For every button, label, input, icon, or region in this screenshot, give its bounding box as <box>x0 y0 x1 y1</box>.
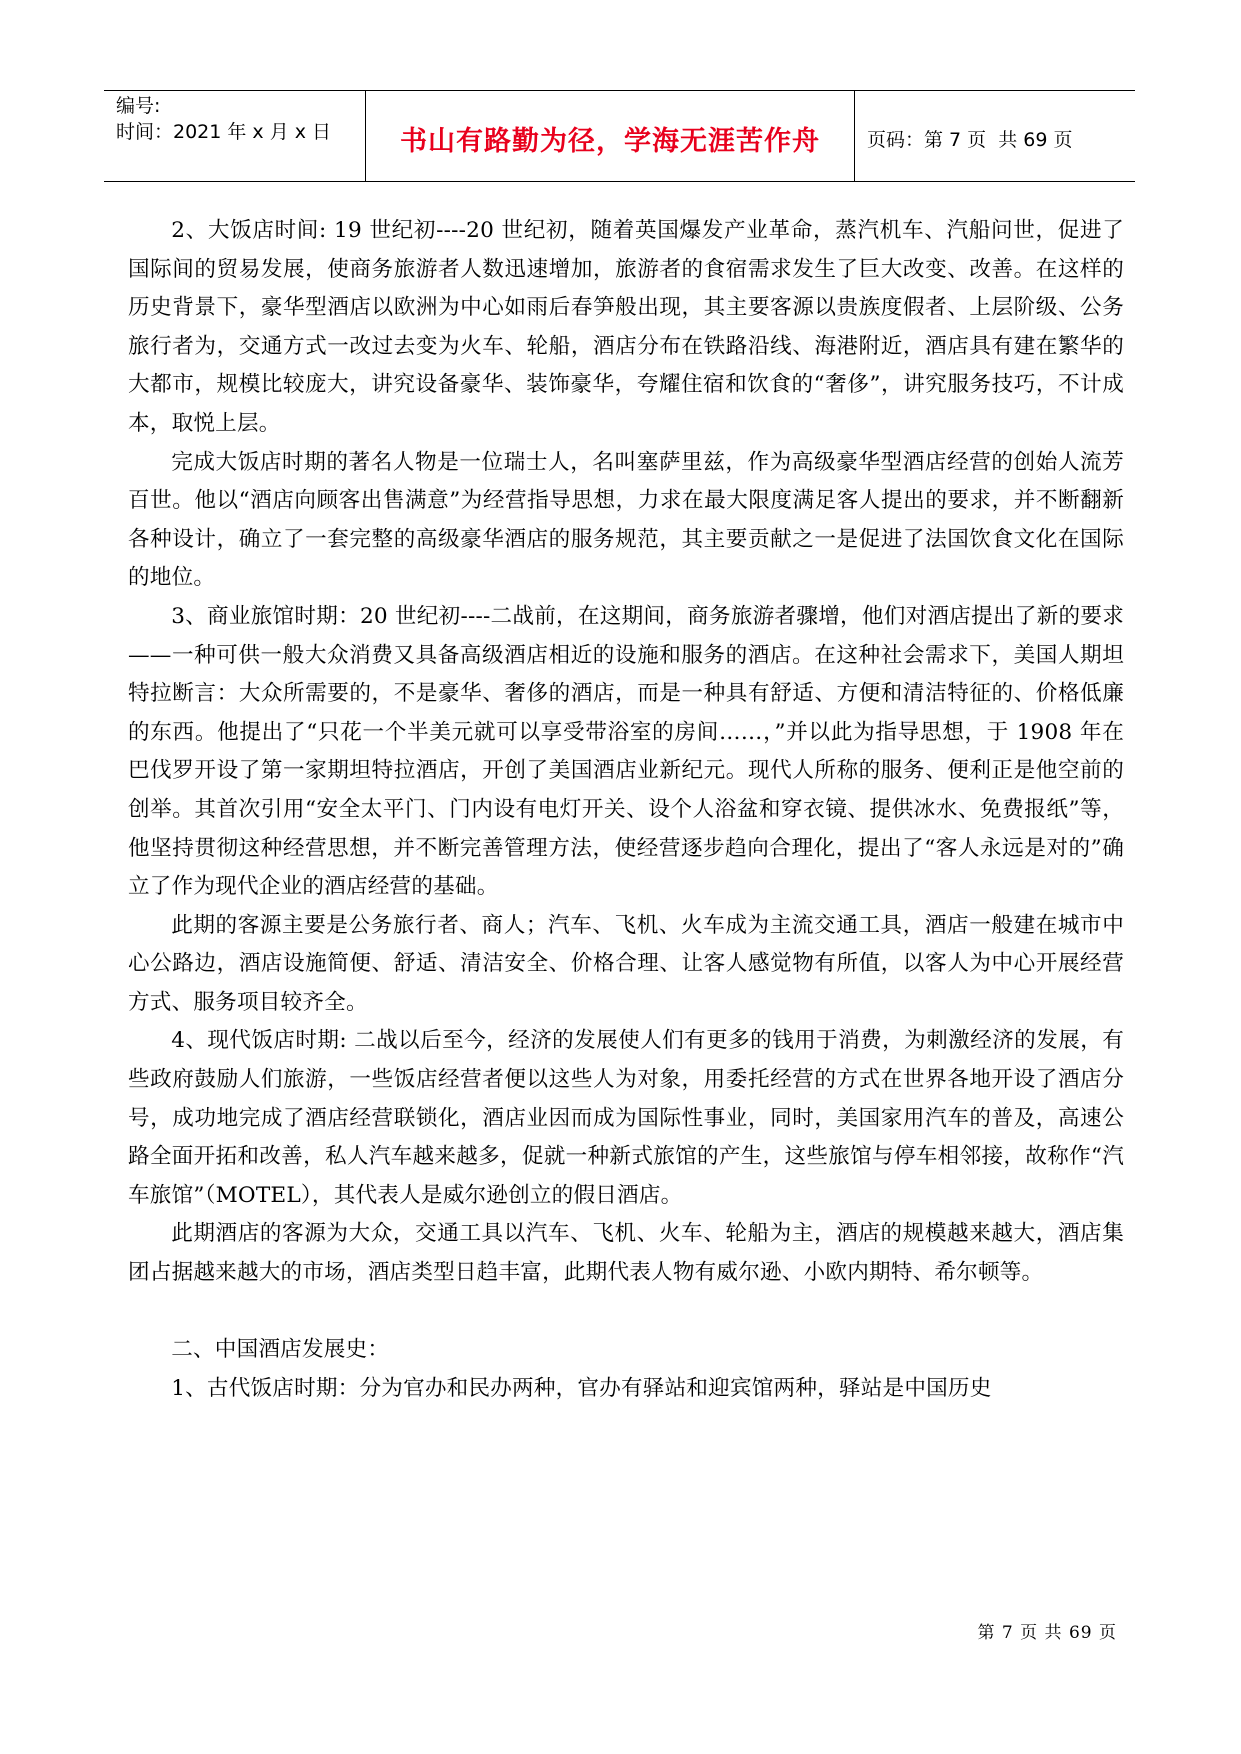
paragraph: 2、大饭店时间: 19 世纪初----20 世纪初，随着英国爆发产业革命，蒸汽机车、汽船问世，促进了国际间的贸易发展，使商务旅游者人数迅速增加，旅游者的食宿需求发生了巨大改变、改善。在这样的历史背景下，豪华型酒店以欧洲为中心如雨后春笋般出现，其主要客源以贵族度假者、上层阶级、公务旅行者为，交通方式一改过去变为火车、轮船，酒店分布在铁路沿线、海港附近，酒店具有建在繁华的大都市，规模比较庞大，讲究设备豪华、装饰豪华，夸耀住宿和饮食的“奢侈”，讲究服务技巧，不计成本，取悦上层。 <box>128 218 1124 436</box>
blank-line <box>128 1293 1124 1332</box>
page-header <box>104 90 1135 182</box>
page-footer: 第 7 页 共 69 页 <box>977 1623 1117 1643</box>
paragraph: 4、现代饭店时期: 二战以后至今，经济的发展使人们有更多的钱用于消费，为刺激经济的发展，有些政府鼓励人们旅游，一些饭店经营者便以这些人为对象，用委托经营的方式在世界各地开设了酒店分号，成功地完成了酒店经营联锁化，酒店业因而成为国际性事业，同时，美国家用汽车的普及，高速公路全面开拓和改善，私人汽车越来越多，促就一种新式旅馆的产生，这些旅馆与停车相邻接，故称作“汽车旅馆”（MOTEL），其代表人是威尔逊创立的假日酒店。 <box>128 1028 1124 1208</box>
paragraph: 此期酒店的客源为大众，交通工具以汽车、飞机、火车、轮船为主，酒店的规模越来越大，酒店集团占据越来越大的市场，酒店类型日趋丰富，此期代表人物有威尔逊、小欧内期特、希尔顿等。 <box>128 1221 1124 1286</box>
header-page-info: 页码：第 7 页 共 69 页 <box>867 128 1073 151</box>
header-meta <box>104 91 366 181</box>
section-heading: 二、中国酒店发展史： <box>171 1337 390 1363</box>
header-page-info-cell <box>855 91 1135 181</box>
document-body <box>128 212 1124 1408</box>
header-motto-cell <box>366 91 855 181</box>
paragraph: 此期的客源主要是公务旅行者、商人；汽车、飞机、火车成为主流交通工具，酒店一般建在城市中心公路边，酒店设施简便、舒适、清洁安全、价格合理、让客人感觉物有所值，以客人为中心开展经营方式、服务项目较齐全。 <box>128 912 1124 1015</box>
paragraph: 完成大饭店时期的著名人物是一位瑞士人，名叫塞萨里兹，作为高级豪华型酒店经营的创始人流芳百世。他以“酒店向顾客出售满意”为经营指导思想，力求在最大限度满足客人提出的要求，并不断翻新各种设计，确立了一套完整的高级豪华酒店的服务规范，其主要贡献之一是促进了法国饮食文化在国际的地位。 <box>128 449 1125 591</box>
document-time-label: 时间：2021 年 x 月 x 日 <box>116 121 332 143</box>
paragraph: 1、古代饭店时期：分为官办和民办两种，官办有驿站和迎宾馆两种，驿站是中国历史 <box>171 1375 992 1401</box>
header-motto: 书山有路勤为径，学海无涯苦作舟 <box>400 125 820 157</box>
paragraph: 3、商业旅馆时期：20 世纪初----二战前，在这期间，商务旅游者骤增，他们对酒店提出了新的要求——一种可供一般大众消费又具备高级酒店相近的设施和服务的酒店。在这种社会需求下，美国人期坦特拉断言：大众所需要的，不是豪华、奢侈的酒店，而是一种具有舒适、方便和清洁特征的、价格低廉的东西。他提出了“只花一个半美元就可以享受带浴室的房间……，”并以此为指导思想，于 1908 年在巴伐罗开设了第一家期坦特拉酒店，开创了美国酒店业新纪元。现代人所称的服务、便利正是他空前的创举。其首次引用“安全太平门、门内设有电灯开关、设个人浴盆和穿衣镜、提供冰水、免费报纸”等，他坚持贯彻这种经营思想，并不断完善管理方法，使经营逐步趋向合理化，提出了“客人永远是对的”确立了作为现代企业的酒店经营的基础。 <box>128 603 1124 900</box>
document-number-label: 编号: <box>116 95 161 117</box>
